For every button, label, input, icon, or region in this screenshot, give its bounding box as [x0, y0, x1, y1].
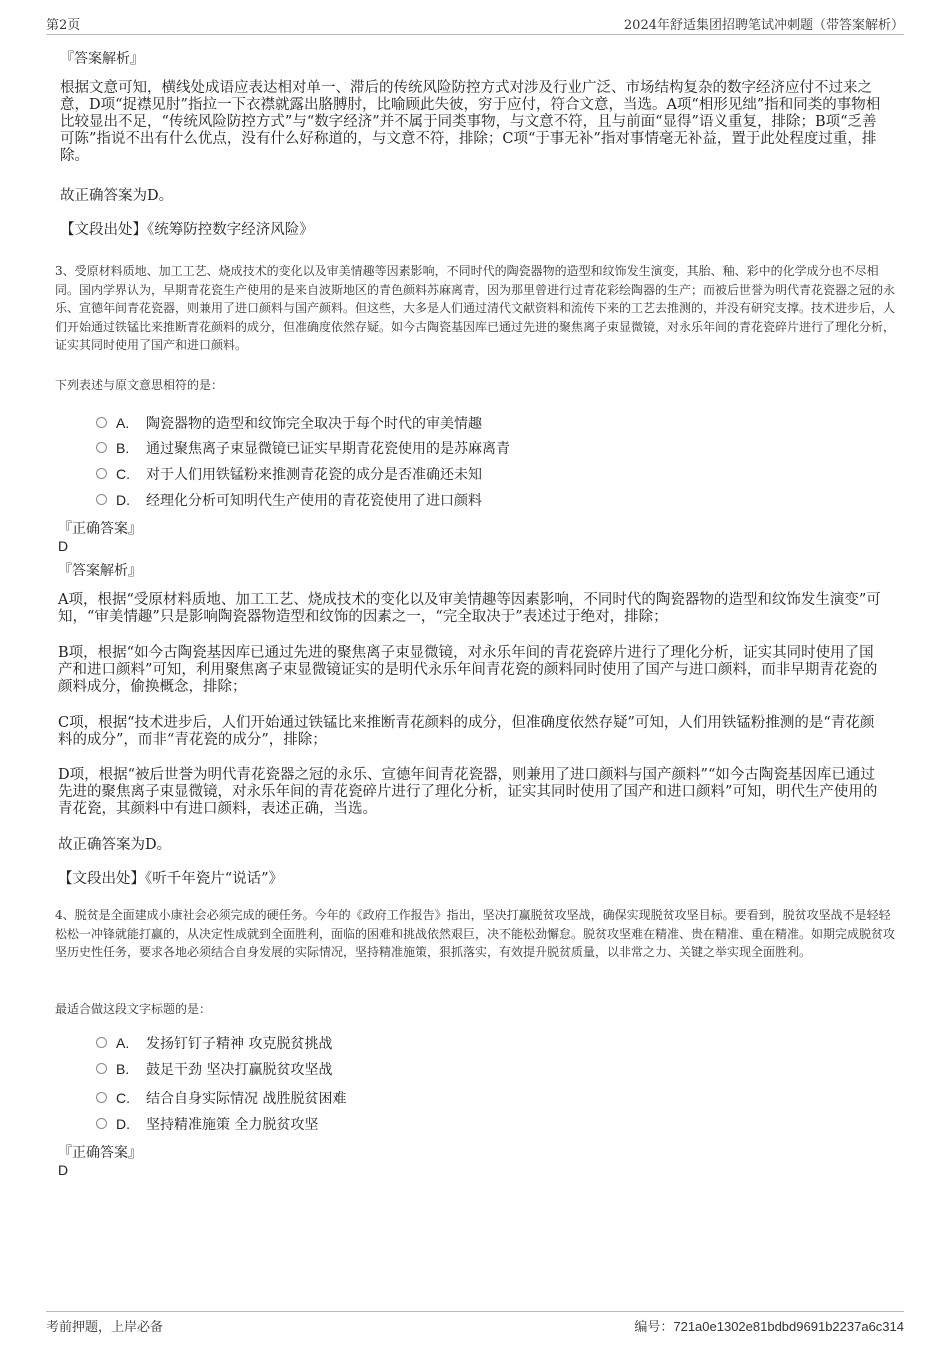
q4-answer: D [58, 1162, 69, 1178]
option-text: 陶瓷器物的造型和纹饰完全取决于每个时代的审美情趣 [146, 416, 482, 432]
page-number: 第2页 [46, 18, 81, 33]
option-letter: B. [116, 1061, 130, 1077]
q4-option-c[interactable] [96, 1089, 346, 1108]
radio-button-icon[interactable] [96, 442, 107, 453]
option-text: 通过聚焦离子束显微镜已证实早期青花瓷使用的是苏麻离青 [146, 441, 510, 457]
q3-option-a[interactable] [96, 414, 482, 433]
q3-conclusion: 故正确答案为D。 [58, 837, 172, 853]
option-text: 经理化分析可知明代生产使用的青花瓷使用了进口颜料 [146, 493, 482, 509]
document-code [634, 1316, 904, 1335]
option-letter: B. [116, 440, 130, 456]
option-text: 结合自身实际情况 战胜脱贫困难 [146, 1091, 347, 1107]
q2-conclusion: 故正确答案为D。 [60, 188, 174, 204]
option-letter: D. [116, 492, 130, 508]
option-letter: C. [116, 466, 130, 482]
q3-source: 【文段出处】《听千年瓷片“说话”》 [58, 871, 284, 887]
radio-button-icon[interactable] [96, 1118, 107, 1129]
option-letter: A. [116, 415, 130, 431]
q4-stem: 4、脱贫是全面建成小康社会必须完成的硬任务。今年的《政府工作报告》指出，坚决打赢脱贫攻坚战，确保实现脱贫攻坚目标。要看到，脱贫攻坚战不是轻轻松松一冲锋就能打赢的，从决定性成就到全面胜利，面临的困难和挑战依然艰巨，决不能松劲懈怠。脱贫攻坚难在精准、贵在精准、重在精准。如期完成脱贫攻坚历史性任务，要求各地必须结合自身发展的实际情况，坚持精准施策，狠抓落实，有效提升脱贫质量，以非常之力、关键之举实现全面胜利。 [55, 908, 896, 959]
radio-button-icon[interactable] [96, 468, 107, 479]
radio-button-icon[interactable] [96, 1063, 107, 1074]
q3-answer-label: 『正确答案』 [58, 521, 142, 537]
footer-slogan: 考前押题，上岸必备 [46, 1320, 164, 1335]
radio-button-icon[interactable] [96, 1092, 107, 1103]
option-text: 发扬钉钉子精神 攻克脱贫挑战 [146, 1036, 333, 1052]
option-letter: C. [116, 1090, 130, 1106]
code-label: 编号： [634, 1320, 674, 1335]
q3-option-d[interactable] [96, 491, 482, 510]
q4-answer-label: 『正确答案』 [58, 1145, 142, 1161]
option-letter: A. [116, 1035, 130, 1051]
q3-analysis-d: D项，根据“被后世誉为明代青花瓷器之冠的永乐、宣德年间青花瓷器，则兼用了进口颜料与国产颜料”“如今古陶瓷基因库已通过先进的聚焦离子束显微镜，对永乐年间的青花瓷碎片进行了理化分析，证实其同时使用了国产和进口颜料”可知，明代生产使用的青花瓷，其颜料中有进口颜料，表述正确，当选。 [58, 767, 878, 817]
page-header [46, 14, 904, 35]
option-text: 鼓足干劲 坚决打赢脱贫攻坚战 [146, 1062, 333, 1078]
q3-analysis-c: C项，根据“技术进步后，人们开始通过铁锰比来推断青花颜料的成分，但准确度依然存疑”可知，人们用铁锰粉推测的是“青花颜料的成分”，而非“青花瓷的成分”，排除； [58, 715, 875, 748]
document-title: 2024年舒适集团招聘笔试冲刺题（带答案解析） [623, 18, 904, 33]
q4-option-d[interactable] [96, 1115, 318, 1134]
q3-analysis-b: B项，根据“如今古陶瓷基因库已通过先进的聚焦离子束显微镜，对永乐年间的青花瓷碎片进行了理化分析，证实其同时使用了国产和进口颜料”可知，利用聚焦离子束显微镜证实的是明代永乐年间青花瓷的颜料同时使用了国产与进口颜料，而非早期青花瓷的颜料成分，偷换概念，排除； [58, 645, 878, 695]
radio-button-icon[interactable] [96, 1037, 107, 1048]
option-text: 坚持精准施策 全力脱贫攻坚 [146, 1117, 319, 1133]
q4-option-b[interactable] [96, 1060, 332, 1079]
q4-option-a[interactable] [96, 1034, 332, 1053]
page-footer [46, 1311, 904, 1334]
q3-prompt: 下列表述与原文意思相符的是： [55, 378, 224, 392]
q4-prompt: 最适合做这段文字标题的是： [55, 1002, 212, 1016]
q3-stem: 3、受原材料质地、加工工艺、烧成技术的变化以及审美情趣等因素影响，不同时代的陶瓷器物的造型和纹饰发生演变，其胎、釉、彩中的化学成分也不尽相同。国内学界认为，早期青花瓷生产使用的是来自波斯地区的青色颜料苏麻离青，因为那里曾进行过青花彩绘陶器的生产；而被后世誉为明代青花瓷器之冠的永乐、宣德年间青花瓷器，则兼用了进口颜料与国产颜料。但这些，大多是人们通过清代文献资料和流传下来的工艺去推测的，并没有研究支撑。技术进步后，人们开始通过铁锰比来推断青花颜料的成分，但准确度依然存疑。如今古陶瓷基因库已通过先进的聚焦离子束显微镜，对永乐年间的青花瓷碎片进行了理化分析，证实其同时使用了国产和进口颜料。 [55, 264, 896, 352]
radio-button-icon[interactable] [96, 494, 107, 505]
q2-source: 【文段出处】《统筹防控数字经济风险》 [60, 222, 314, 238]
option-text: 对于人们用铁锰粉来推测青花瓷的成分是否准确还未知 [146, 467, 482, 483]
code-value: 721a0e1302e81bdbd9691b2237a6c314 [673, 1319, 904, 1334]
q2-analysis: 根据文意可知，横线处成语应表达相对单一、滞后的传统风险防控方式对涉及行业广泛、市场结构复杂的数字经济应付不过来之意，D项“捉襟见肘”指拉一下衣襟就露出胳膊肘，比喻顾此失彼，穷于应付，符合文意，当选。A项“相形见绌”指和同类的事物相比较显出不足，“传统风险防控方式”与“数字经济”并不属于同类事物，与文意不符，且与前面“显得”语义重复，排除；B项“乏善可陈”指说不出有什么优点，没有什么好称道的，与文意不符，排除；C项“于事无补”指对事情毫无补益，置于此处程度过重，排除。 [60, 80, 881, 164]
option-letter: D. [116, 1116, 130, 1132]
q3-option-b[interactable] [96, 439, 510, 458]
q2-analysis-label: 『答案解析』 [60, 51, 144, 67]
q3-option-c[interactable] [96, 465, 482, 484]
radio-button-icon[interactable] [96, 417, 107, 428]
q3-analysis-label: 『答案解析』 [58, 563, 142, 579]
q3-answer: D [58, 538, 69, 554]
q3-analysis-a: A项，根据“受原材料质地、加工工艺、烧成技术的变化以及审美情趣等因素影响，不同时代的陶瓷器物的造型和纹饰发生演变”可知，“审美情趣”只是影响陶瓷器物造型和纹饰的因素之一，“完全取决于”表述过于绝对，排除； [58, 592, 881, 625]
